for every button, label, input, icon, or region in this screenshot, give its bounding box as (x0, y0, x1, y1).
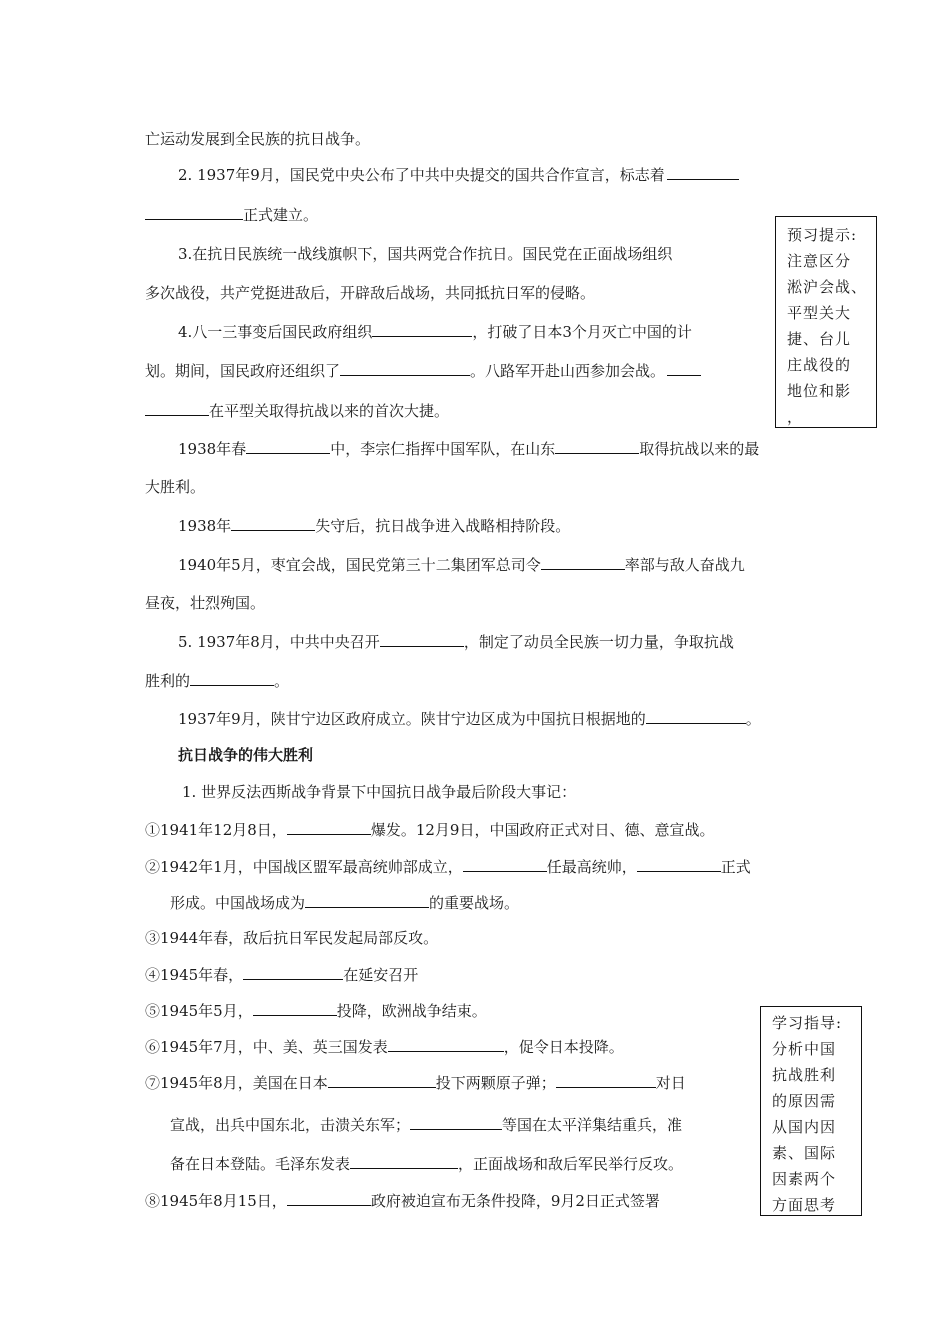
answer-blank[interactable] (243, 964, 343, 980)
note-line: 学习指导: (772, 1014, 843, 1032)
answer-blank[interactable] (541, 554, 625, 570)
note-line: 注意区分 (787, 252, 852, 270)
text-segment: ①1941年12月8日， (145, 821, 287, 839)
text-segment: 4.八一三事变后国民政府组织 (178, 323, 373, 341)
text-line (178, 554, 745, 575)
note-line: 分析中国 (772, 1040, 837, 1058)
answer-blank[interactable] (410, 1114, 502, 1130)
text-segment: 1938年 (178, 517, 232, 535)
text-line: 1. 世界反法西斯战争背景下中国抗日战争最后阶段大事记： (182, 783, 577, 801)
answer-blank[interactable] (667, 164, 739, 180)
text-segment: 2. 1937年9月，国民党中央公布了中共中央提交的国共合作宣言，标志着 (178, 166, 665, 184)
answer-blank[interactable] (340, 360, 470, 376)
answer-blank[interactable] (190, 670, 274, 686)
answer-blank[interactable] (380, 631, 464, 647)
text-segment: 政府被迫宣布无条件投降，9月2日正式签署 (370, 1192, 660, 1210)
note-line: 从国内因 (772, 1118, 837, 1136)
answer-blank[interactable] (463, 856, 547, 872)
text-segment: 备在日本登陆。毛泽东发表 (170, 1155, 351, 1173)
note-line: 地位和影 (787, 382, 852, 400)
text-line (178, 438, 759, 459)
answer-blank[interactable] (388, 1036, 504, 1052)
text-line (145, 856, 751, 877)
text-segment: 投下两颗原子弹； (435, 1074, 556, 1092)
text-segment: ⑥1945年7月，中、美、英三国发表 (145, 1038, 388, 1056)
answer-blank[interactable] (305, 892, 429, 908)
answer-blank[interactable] (253, 1000, 337, 1016)
text-segment: 中，李宗仁指挥中国军队，在山东 (330, 440, 556, 458)
text-segment: 对日 (655, 1074, 686, 1092)
note-line: 素、国际 (772, 1144, 837, 1162)
answer-blank[interactable] (556, 1072, 656, 1088)
text-segment: 1938年春 (178, 440, 247, 458)
text-segment: 等国在太平洋集结重兵，准 (502, 1116, 683, 1134)
text-segment: ⑤1945年5月， (145, 1002, 253, 1020)
answer-blank[interactable] (555, 438, 639, 454)
text-segment: 任最高统帅， (546, 858, 637, 876)
text-segment: ⑦1945年8月，美国在日本 (145, 1074, 328, 1092)
note-line: 平型关大 (787, 304, 852, 322)
text-line (145, 204, 318, 225)
text-segment: ，打破了日本3个月灭亡中国的计 (472, 323, 692, 341)
section-heading: 抗日战争的伟大胜利 (178, 746, 314, 764)
note-line: ， (787, 408, 804, 426)
text-line: 多次战役，共产党挺进敌后，开辟敌后战场，共同抵抗日军的侵略。 (145, 284, 596, 302)
text-segment: 。 (745, 710, 761, 728)
note-line: 庄战役的 (787, 356, 852, 374)
text-segment: 正式建立。 (243, 206, 319, 224)
text-segment: 正式 (720, 858, 751, 876)
study-guide-box (760, 1006, 862, 1216)
answer-blank[interactable] (372, 321, 472, 337)
text-segment: 在平型关取得抗战以来的首次大捷。 (209, 402, 450, 420)
text-segment: 1937年9月，陕甘宁边区政府成立。陕甘宁边区成为中国抗日根据地的 (178, 710, 646, 728)
answer-blank[interactable] (328, 1072, 436, 1088)
text-segment: ⑧1945年8月15日， (145, 1192, 287, 1210)
text-segment: 在延安召开 (343, 966, 419, 984)
text-line (145, 1190, 660, 1211)
text-segment: 形成。中国战场成为 (170, 894, 306, 912)
text-segment: 率部与敌人奋战九 (624, 556, 745, 574)
text-line (145, 1036, 624, 1057)
answer-blank[interactable] (287, 1190, 371, 1206)
text-segment: ②1942年1月，中国战区盟军最高统帅部成立， (145, 858, 463, 876)
text-segment: ，正面战场和敌后军民举行反攻。 (458, 1155, 684, 1173)
text-segment: 。 (274, 672, 290, 690)
text-line: 大胜利。 (145, 478, 206, 496)
note-line: 抗战胜利 (772, 1066, 837, 1084)
text-segment: ，制定了动员全民族一切力量，争取抗战 (463, 633, 734, 651)
text-line (145, 400, 449, 421)
text-segment: ④1945年春， (145, 966, 244, 984)
text-line (145, 819, 714, 840)
text-line (145, 964, 418, 985)
text-line (178, 515, 570, 536)
text-line: 昼夜，壮烈殉国。 (145, 594, 266, 612)
answer-blank[interactable] (646, 708, 746, 724)
note-line: 方面思考 (772, 1196, 837, 1214)
note-line: 的原因需 (772, 1092, 837, 1110)
text-line (178, 164, 739, 185)
text-segment: 划。期间，国民政府还组织了 (145, 362, 341, 380)
answer-blank[interactable] (145, 400, 209, 416)
text-line: 3.在抗日民族统一战线旗帜下，国共两党合作抗日。国民党在正面战场组织 (178, 245, 673, 263)
text-segment: 宣战，出兵中国东北，击溃关东军； (170, 1116, 411, 1134)
text-line (170, 892, 519, 913)
note-line: 淞沪会战、 (787, 278, 868, 296)
note-line: 因素两个 (772, 1170, 837, 1188)
text-line (145, 1072, 686, 1093)
answer-blank[interactable] (637, 856, 721, 872)
text-segment: 胜利的 (145, 672, 191, 690)
text-line (145, 670, 289, 691)
preview-tip-box (775, 216, 877, 428)
text-line (178, 708, 761, 729)
answer-blank[interactable] (231, 515, 315, 531)
text-line: ③1944年春，敌后抗日军民发起局部反攻。 (145, 929, 439, 947)
text-line (178, 321, 692, 342)
text-segment: ，促令日本投降。 (503, 1038, 624, 1056)
text-segment: 失守后，抗日战争进入战略相持阶段。 (315, 517, 571, 535)
note-line: 预习提示: (787, 226, 858, 244)
text-segment: 投降，欧洲战争结束。 (336, 1002, 487, 1020)
text-segment: 。八路军开赴山西参加会战。 (470, 362, 666, 380)
text-line: 亡运动发展到全民族的抗日战争。 (145, 130, 371, 148)
text-line (170, 1114, 682, 1135)
answer-blank[interactable] (145, 204, 243, 220)
text-line (178, 631, 734, 652)
answer-blank[interactable] (246, 438, 330, 454)
text-segment: 的重要战场。 (429, 894, 520, 912)
text-segment: 1940年5月，枣宜会战，国民党第三十二集团军总司令 (178, 556, 541, 574)
answer-blank[interactable] (667, 360, 701, 376)
text-line (145, 1000, 487, 1021)
note-line: 捷、台儿 (787, 330, 852, 348)
answer-blank[interactable] (350, 1153, 458, 1169)
text-line (170, 1153, 683, 1174)
text-segment: 取得抗战以来的最 (639, 440, 760, 458)
text-segment: 5. 1937年8月，中共中央召开 (178, 633, 380, 651)
answer-blank[interactable] (287, 819, 371, 835)
text-line (145, 360, 701, 381)
text-segment: 爆发。12月9日，中国政府正式对日、德、意宣战。 (370, 821, 715, 839)
